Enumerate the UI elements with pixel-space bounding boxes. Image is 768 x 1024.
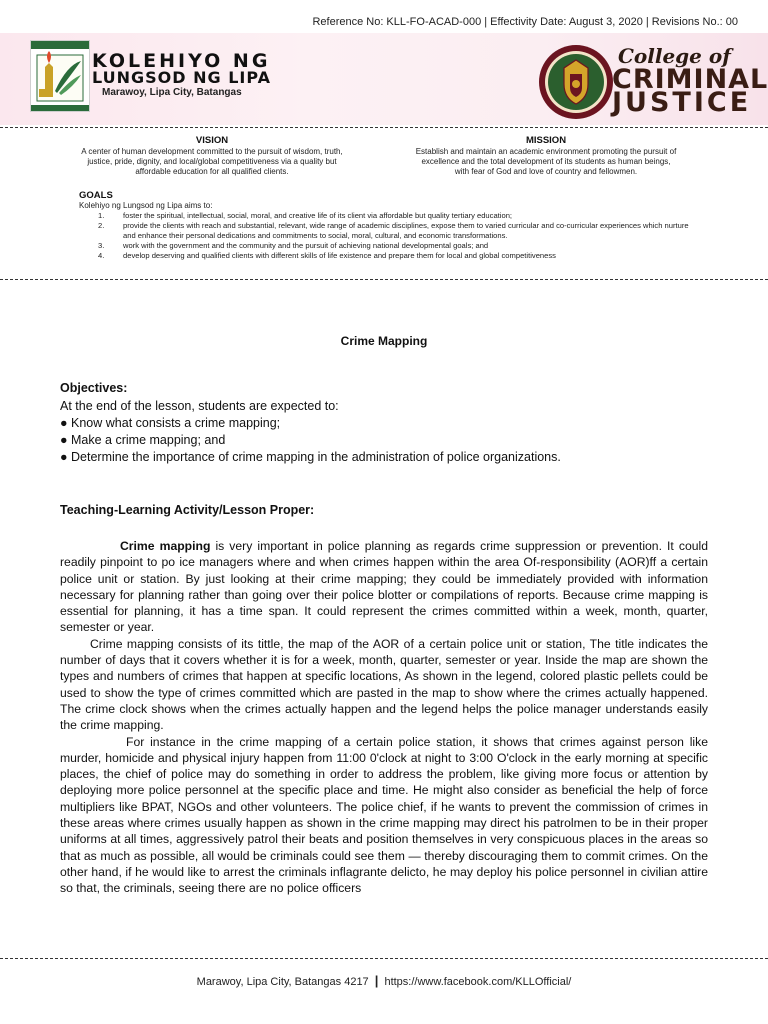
school-name-line1: KOLEHIYO NG <box>92 50 271 72</box>
vision-heading: VISION <box>195 135 229 146</box>
kll-logo <box>30 40 90 112</box>
paragraph-3: For instance in the crime mapping of a certain police station, it shows that crimes against person like murder, homicide and physical injury happen from 11:00 0'clock at night to 3:00 O'clock in the early morning at specific places, the chief of police may do something in order to address the problem, like giving more focus or attention by deploying more police personnel at the specific place and time. He might also consider as beneficial the help of force multipliers like BPAT, NGOs and other volunteers. The police chief, if he wants to prevent the commission of crimes in these areas where crimes usually happen as shown in the crime mapping may direct his patrolmen to be in their proper uniforms at all times, aggressively patrol their beats and position themselves in very conspicuous places in the areas so that as much as possible, all would be criminals could see them — thereby discouraging them to commit crimes. On the other hand, if he would like to arrest the criminals inflagrante delicto, he may deploy his police personnel in civilian attire so that, the criminals, seeing there are no police officers <box>60 734 708 896</box>
paragraph-2: Crime mapping consists of its tittle, the map of the AOR of a certain police unit or station, The title indicates the number of days that it covers whether it is for a week, month, quarter, semester or year. Inside the map are shown the types and numbers of crimes that happen at specific locations, As shown in the legend, colored plastic pellets could be used to show the type of crimes committed which are pasted in the map to show where the crimes actually happened. The crime clock shows when the crimes actually happen and the legend helps the police manager understands easily the crime mapping. <box>60 636 708 733</box>
reference-line: Reference No: KLL-FO-ACAD-000 | Effectivity Date: August 3, 2020 | Revisions No.: 00 <box>312 16 738 28</box>
goal-item: 2. provide the clients with reach and substantial, relevant, wide range of academic disciplines, expose them to varied curricular and co-curricular experiences which nurture and enhance their personal dedications and commitments to social, moral, cultural, and economic transformations. <box>98 221 689 240</box>
goals-intro: Kolehiyo ng Lungsod ng Lipa aims to: <box>79 201 213 210</box>
goal-item: 4. develop deserving and qualified clients with different skills of life existence and prepare them for local and global competitiveness <box>98 251 556 260</box>
footer-separator: | <box>374 973 379 988</box>
objective-item: ● Make a crime mapping; and <box>60 433 226 447</box>
footer-address: Marawoy, Lipa City, Batangas 4217 <box>196 976 369 988</box>
criminal-text: CRIMINAL <box>612 64 768 95</box>
college-of-text: College of <box>618 44 731 68</box>
vision-text: A center of human development committed to the pursuit of wisdom, truth, justice, pride, dignity, and local/global competitiveness via a quality but affordable education for all qualified clients. <box>81 147 343 176</box>
term-crime-mapping: Crime mapping <box>120 539 211 553</box>
objective-item: ● Determine the importance of crime mapping in the administration of police organizations. <box>60 450 561 464</box>
objectives-intro: At the end of the lesson, students are expected to: <box>60 399 339 413</box>
activity-heading: Teaching-Learning Activity/Lesson Proper: <box>60 503 315 517</box>
school-name-line2: LUNGSOD NG LIPA <box>92 68 271 87</box>
footer-divider <box>0 958 768 959</box>
goals-heading: GOALS <box>79 190 113 201</box>
paragraph-1: Crime mapping is very important in police planning as regards crime suppression or prevention. It could readily pinpoint to po ice managers where and when crimes happen within the area Of-responsibility (AOR)ff a certain police unit or station. By just looking at their crime mapping; they could be immediately provided with information necessary for planning rather than going over their police blotter or compilations of reports. Because crime mapping is essential for planning, it has a time span. It could represent the crimes committed within a week, month, quarter, semester or year. <box>60 539 708 635</box>
page-title: Crime Mapping <box>340 334 428 348</box>
mission-heading: MISSION <box>525 135 567 146</box>
goal-item: 1. foster the spiritual, intellectual, social, moral, and creative life of its client via affordable but quality tertiary education; <box>98 211 513 220</box>
school-address: Marawoy, Lipa City, Batangas <box>102 87 242 98</box>
footer-url[interactable]: https://www.facebook.com/KLLOfficial/ <box>384 976 572 988</box>
objective-item: ● Know what consists a crime mapping; <box>60 416 281 430</box>
mission-text: Establish and maintain an academic environment promoting the pursuit of excellence and the total development of its students as human beings, with fear of God and love of country and fellowmen. <box>415 147 677 176</box>
objectives-heading: Objectives: <box>60 381 128 395</box>
footer <box>0 973 768 988</box>
header-divider <box>0 127 768 128</box>
goals-list <box>98 211 698 261</box>
lesson-body <box>60 538 708 897</box>
goals-divider <box>0 279 768 280</box>
justice-text: JUSTICE <box>612 87 752 118</box>
goal-item: 3. work with the government and the community and the pursuit of achieving national developmental goals; and <box>98 241 489 250</box>
criminal-justice-seal <box>538 44 614 120</box>
